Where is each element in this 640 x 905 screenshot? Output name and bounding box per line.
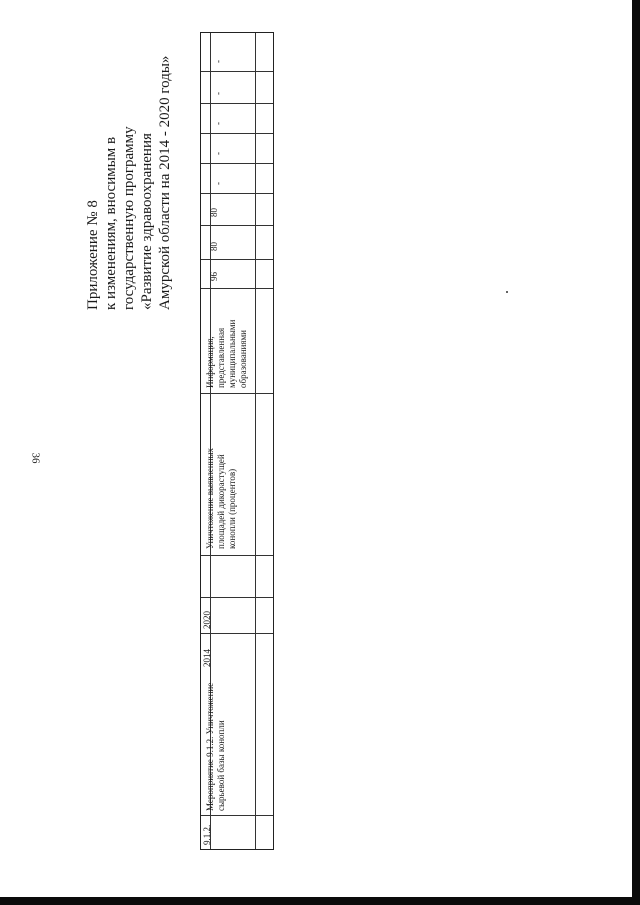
value-7: -: [213, 92, 223, 95]
indicator-line-3: конопли (процентов): [227, 468, 237, 549]
annex-heading: [84, 10, 174, 310]
table-divider: [201, 555, 273, 556]
table-divider: [201, 133, 273, 134]
value-2: 80: [209, 242, 219, 251]
scan-edge-right: [632, 0, 640, 905]
value-5: -: [213, 152, 223, 155]
source-line-1: Информация,: [205, 336, 215, 388]
table-divider: [201, 288, 273, 289]
value-3: 80: [209, 208, 219, 217]
indicator-line-1: Уничтожение выявленных: [205, 447, 215, 549]
table-divider: [201, 71, 273, 72]
table-divider: [255, 33, 256, 849]
source-cell: [205, 320, 249, 388]
table-divider: [201, 597, 273, 598]
annex-line-5: Амурской области на 2014 - 2020 годы»: [157, 55, 173, 310]
measure-line-1: Мероприятие 9.1.2. Уничтожение: [205, 682, 215, 811]
measure-cell: [205, 683, 227, 811]
indicator-line-2: площадей дикорастущей: [216, 454, 226, 549]
source-line-3: муниципальными: [227, 319, 237, 388]
measure-line-2: сырьевой базы конопли: [216, 720, 226, 811]
annex-line-2: к изменениям, вносимым в: [103, 136, 119, 310]
table-divider: [201, 163, 273, 164]
table-divider: [201, 815, 273, 816]
row-number: 9.1.2.: [202, 824, 212, 845]
year-end: 2020: [202, 611, 212, 629]
annex-line-4: «Развитие здравоохранения: [139, 133, 155, 310]
table-divider: [201, 193, 273, 194]
annex-line-1: Приложение № 8: [85, 200, 101, 310]
source-line-2: представленная: [216, 327, 226, 388]
value-4: -: [213, 182, 223, 185]
table-divider: [201, 225, 273, 226]
value-1: 96: [209, 272, 219, 281]
annex-line-3: государственную программу: [121, 126, 137, 310]
year-start: 2014: [202, 649, 212, 667]
table-divider: [201, 103, 273, 104]
scan-speck: [506, 291, 508, 293]
indicator-cell: [205, 448, 238, 549]
source-line-4: образованиями: [238, 330, 248, 388]
value-8: -: [213, 60, 223, 63]
value-6: -: [213, 122, 223, 125]
page-number: 36: [29, 452, 42, 464]
scan-edge-bottom: [0, 897, 640, 905]
table-divider: [201, 259, 273, 260]
measures-table: [200, 32, 274, 850]
table-divider: [201, 393, 273, 394]
table-divider: [201, 633, 273, 634]
